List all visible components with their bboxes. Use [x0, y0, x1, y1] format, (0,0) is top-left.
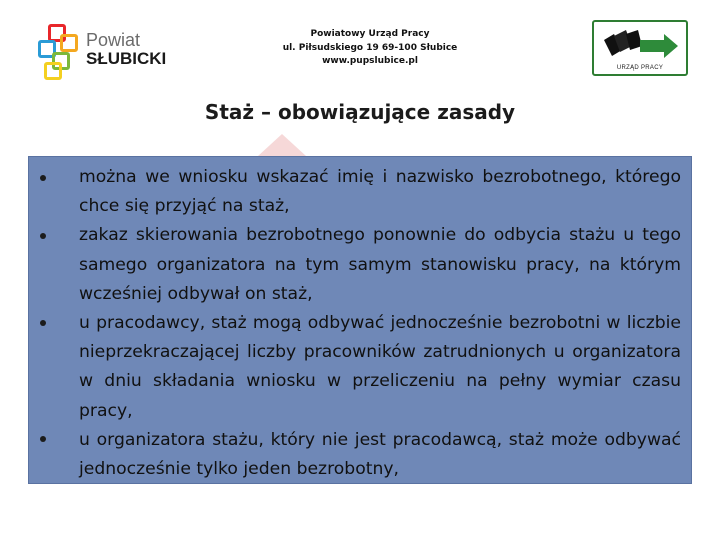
page-title: Staż – obowiązujące zasady [204, 100, 516, 124]
office-website: www.pupslubice.pl [322, 56, 418, 66]
logo-left-line1: Powiat [86, 29, 141, 50]
list-item: u organizatora stażu, który nie jest pracodawcą, staż może odbywać jednocześnie tylko jeden bezrobotny, [79, 429, 681, 480]
logo-right-text: URZĄD PRACY [616, 65, 664, 71]
bullet-icon [40, 175, 46, 181]
office-name: Powiatowy Urząd Pracy [310, 29, 430, 39]
list-item: zakaz skierowania bezrobotnego ponownie do odbycia stażu u tego samego organizatora na tym samym stanowisku pracy, na którym wcześniej odbywał on staż, [79, 225, 681, 304]
watermark-arrow-icon [252, 132, 312, 158]
office-address-header [240, 28, 500, 69]
rules-panel [28, 156, 692, 484]
bullet-icon [40, 436, 46, 442]
arrow-logo-icon [600, 28, 680, 66]
list-item: można we wniosku wskazać imię i nazwisko bezrobotnego, którego chce się przyjąć na staż, [79, 167, 681, 217]
list-item: u pracodawcy, staż mogą odbywać jednocześnie bezrobotni w liczbie nieprzekraczającej liczby pracowników zatrudnionych u organizatora w dniu składania wniosku w przeliczeniu na pełny wymiar czasu pracy, [79, 313, 681, 421]
urzad-pracy-logo [592, 20, 688, 76]
rules-list [79, 163, 681, 484]
bullet-icon [40, 233, 46, 239]
office-address: ul. Piłsudskiego 19 69-100 Słubice [282, 42, 458, 53]
powiat-slubicki-logo [30, 18, 172, 80]
logo-squares-icon [30, 18, 82, 80]
logo-left-line2: SŁUBICKI [86, 48, 167, 68]
bullet-icon [40, 320, 46, 326]
